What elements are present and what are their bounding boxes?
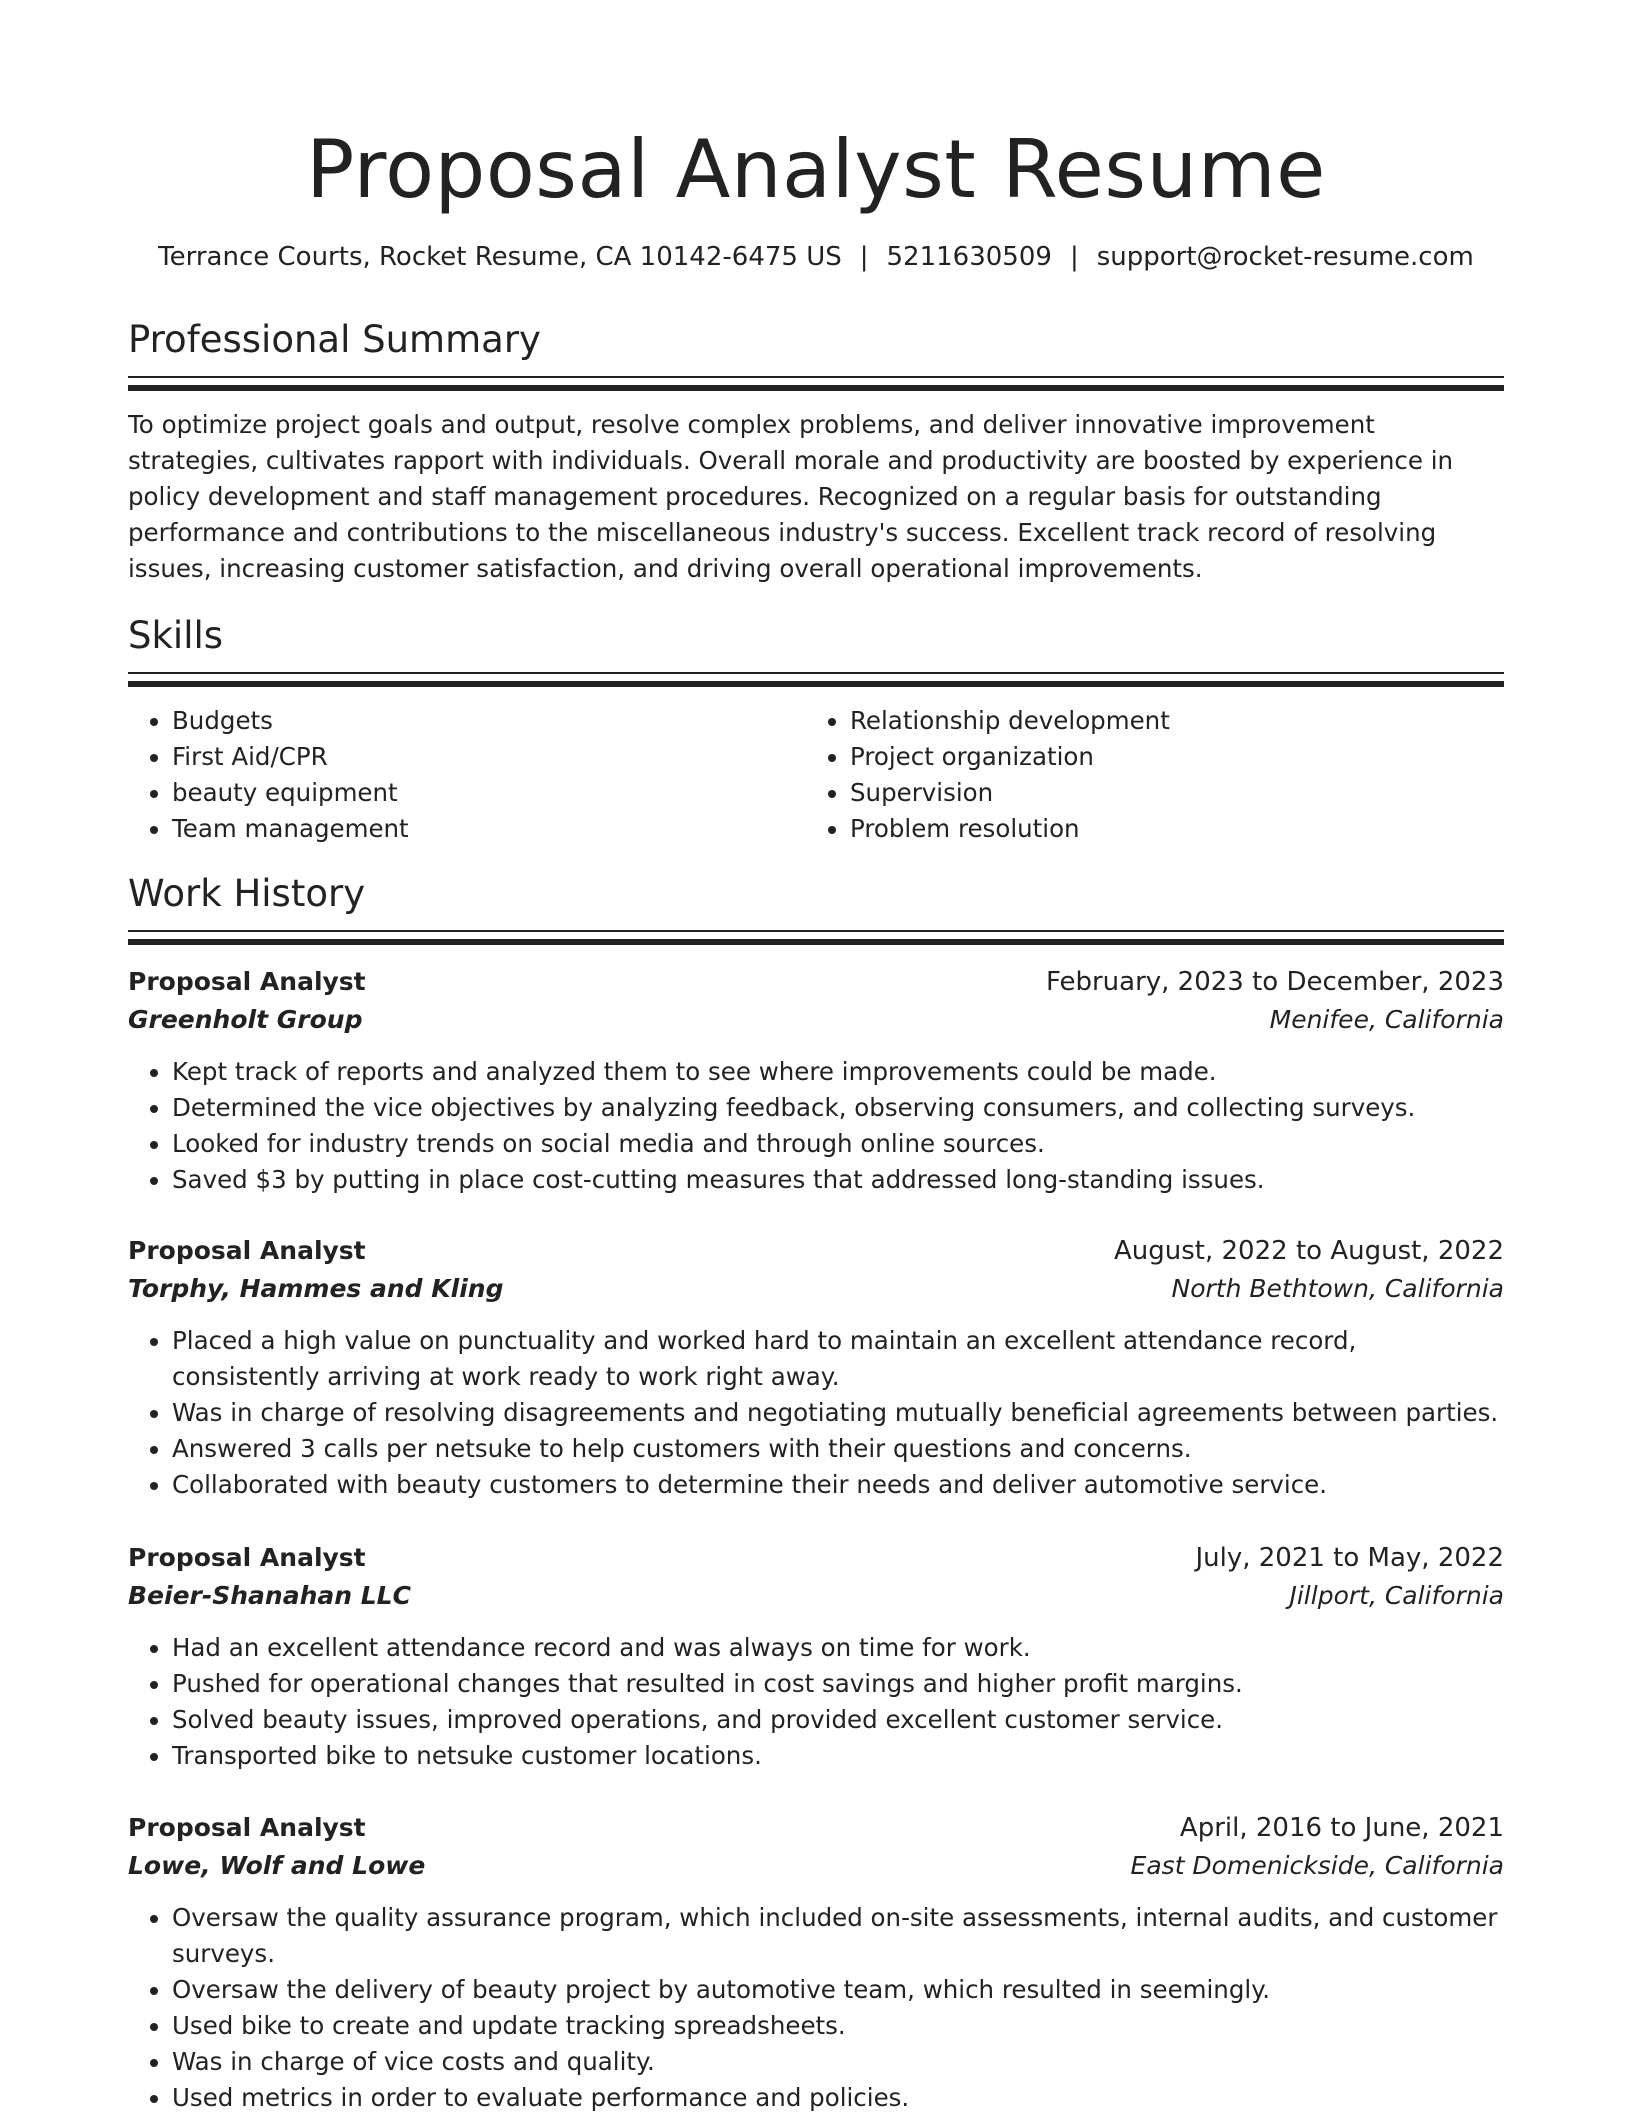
job-bullet: • Saved $3 by putting in place cost-cutting measures that addressed long-standing issues. <box>172 1162 1504 1198</box>
job-bullet: • Was in charge of resolving disagreements and negotiating mutually beneficial agreements between parties. <box>172 1395 1504 1431</box>
skill-item: • beauty equipment <box>172 775 768 811</box>
job-bullets <box>128 1054 1504 1198</box>
job-bullet: • Transported bike to netsuke customer locations. <box>172 1738 1504 1774</box>
skill-item: • Team management <box>172 811 768 847</box>
job-title: Proposal Analyst <box>128 1543 366 1572</box>
job-dates: July, 2021 to May, 2022 <box>1195 1543 1504 1573</box>
summary-section-header <box>128 318 1504 362</box>
job-bullets <box>128 1900 1504 2116</box>
job-title: Proposal Analyst <box>128 1236 366 1265</box>
contact-phone: 5211630509 <box>886 242 1052 272</box>
summary-divider <box>128 376 1504 391</box>
job-entry <box>128 1233 1504 1503</box>
skills-heading: Skills <box>128 614 224 657</box>
job-bullet: • Used metrics in order to evaluate performance and policies. <box>172 2080 1504 2116</box>
job-bullet: • Placed a high value on punctuality and worked hard to maintain an excellent attendance record, consistently arriving at work ready to work right away. <box>172 1323 1504 1395</box>
job-entry <box>128 964 1504 1198</box>
job-bullet: • Answered 3 calls per netsuke to help customers with their questions and concerns. <box>172 1431 1504 1467</box>
contact-line <box>128 240 1504 274</box>
contact-separator: | <box>859 242 869 272</box>
job-entry <box>128 1540 1504 1774</box>
job-dates: February, 2023 to December, 2023 <box>1045 967 1504 997</box>
job-bullet: • Had an excellent attendance record and was always on time for work. <box>172 1630 1504 1666</box>
job-bullet: • Looked for industry trends on social media and through online sources. <box>172 1126 1504 1162</box>
job-bullet: • Was in charge of vice costs and quality. <box>172 2044 1504 2080</box>
job-location: Menifee, California <box>1269 1005 1504 1034</box>
job-company: Lowe, Wolf and Lowe <box>128 1851 426 1880</box>
job-entry <box>128 1810 1504 2116</box>
skill-item: • Supervision <box>850 775 1446 811</box>
work-heading: Work History <box>128 872 366 915</box>
job-bullet: • Oversaw the delivery of beauty project by automotive team, which resulted in seemingly. <box>172 1972 1504 2008</box>
skill-item: • Relationship development <box>850 703 1446 739</box>
skills-list <box>806 703 1446 847</box>
skills-left-column <box>128 703 768 847</box>
job-company: Greenholt Group <box>128 1005 363 1034</box>
job-dates: April, 2016 to June, 2021 <box>1179 1813 1504 1843</box>
job-bullet: • Pushed for operational changes that resulted in cost savings and higher profit margins. <box>172 1666 1504 1702</box>
job-bullets <box>128 1630 1504 1774</box>
job-location: North Bethtown, California <box>1171 1274 1504 1303</box>
contact-email[interactable]: support@rocket-resume.com <box>1096 242 1474 272</box>
job-location: East Domenickside, California <box>1130 1851 1504 1880</box>
job-company: Beier-Shanahan LLC <box>128 1581 411 1610</box>
job-bullet: • Oversaw the quality assurance program, which included on-site assessments, internal audits, and customer surveys. <box>172 1900 1504 1972</box>
job-bullet: • Solved beauty issues, improved operations, and provided excellent customer service. <box>172 1702 1504 1738</box>
skills-section-header <box>128 614 1504 658</box>
job-bullets <box>128 1323 1504 1503</box>
work-divider <box>128 930 1504 945</box>
skills-right-column <box>806 703 1446 847</box>
resume-title: Proposal Analyst Resume <box>306 123 1326 216</box>
summary-text: To optimize project goals and output, resolve complex problems, and deliver innovative improvement strategies, cultivates rapport with individuals. Overall morale and productivity are boosted by experience in policy development and staff management procedures. Recognized on a regular basis for outstanding performance and contributions to the miscellaneous industry's success. Excellent track record of resolving issues, increasing customer satisfaction, and driving overall operational improvements. <box>128 410 1454 583</box>
job-bullet: • Kept track of reports and analyzed them to see where improvements could be made. <box>172 1054 1504 1090</box>
skill-item: • Budgets <box>172 703 768 739</box>
job-dates: August, 2022 to August, 2022 <box>1114 1236 1504 1266</box>
job-title: Proposal Analyst <box>128 967 366 996</box>
skill-item: • First Aid/CPR <box>172 739 768 775</box>
job-bullet: • Collaborated with beauty customers to determine their needs and deliver automotive service. <box>172 1467 1504 1503</box>
job-bullet: • Used bike to create and update tracking spreadsheets. <box>172 2008 1504 2044</box>
contact-address: Terrance Courts, Rocket Resume, CA 10142-6475 US <box>158 242 842 272</box>
job-location: Jillport, California <box>1289 1581 1504 1610</box>
job-bullet: • Determined the vice objectives by analyzing feedback, observing consumers, and collecting surveys. <box>172 1090 1504 1126</box>
work-section-header <box>128 872 1504 916</box>
summary-heading: Professional Summary <box>128 318 541 361</box>
skill-item: • Problem resolution <box>850 811 1446 847</box>
contact-separator: | <box>1069 242 1079 272</box>
skills-divider <box>128 672 1504 687</box>
skills-list <box>128 703 768 847</box>
job-company: Torphy, Hammes and Kling <box>128 1274 504 1303</box>
job-title: Proposal Analyst <box>128 1813 366 1842</box>
skill-item: • Project organization <box>850 739 1446 775</box>
